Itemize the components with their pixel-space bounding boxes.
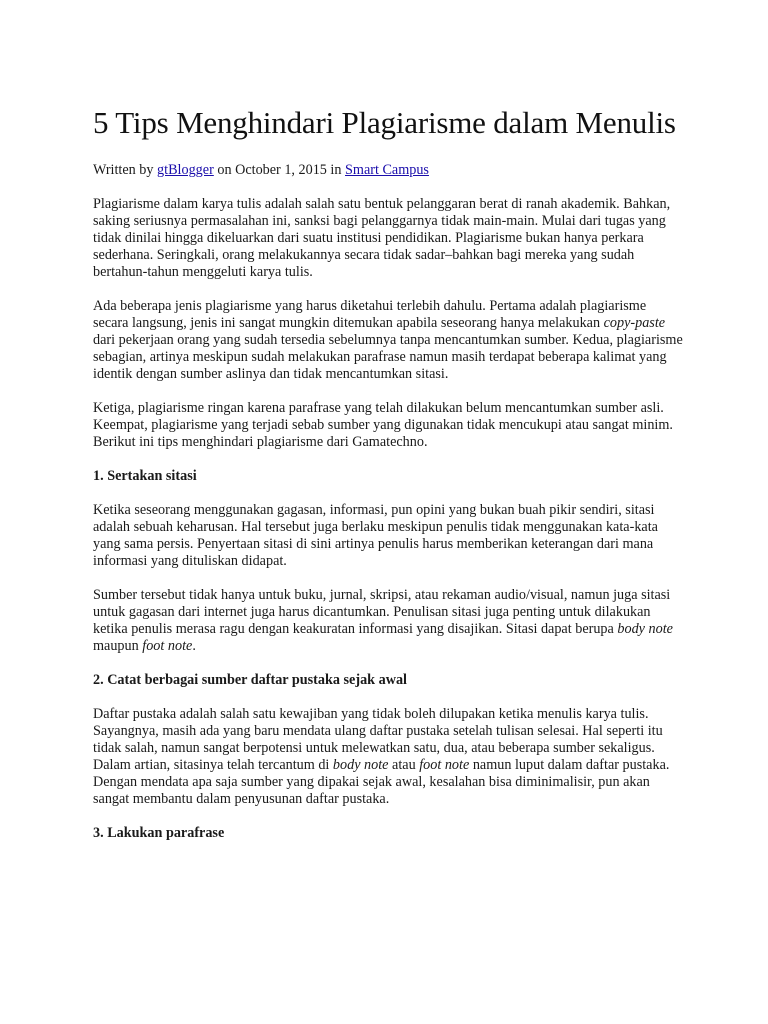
article [93, 104, 683, 859]
emphasis-text: body note [332, 757, 389, 773]
paragraph-intro: Plagiarisme dalam karya tulis adalah salah satu bentuk pelanggaran berat di ranah akademik. Bahkan, saking seriusnya permasalahan ini, sanksi bagi pelanggarnya tidak main-main. Mulai dari tugas yang tidak dinilai hingga dikeluarkan dari suatu institusi pendidikan. Plagiarisme bukan hanya perkara sederhana. Seringkali, orang melakukannya secara tidak sadar–bahkan bagi mereka yang sudah bertahun-tahun menggeluti karya tulis. [93, 196, 671, 280]
paragraph-tip-1b [93, 587, 683, 655]
emphasis-text: copy-paste [603, 315, 666, 331]
text-span: atau [388, 757, 420, 773]
text-span: dari pekerjaan orang yang sudah tersedia sebelumnya tanpa mencantumkan sumber. Kedua, plagiarisme sebagian, artinya meskipun sudah melakukan parafrase namun masih terdapat beberapa kalimat yang identik dengan sumber aslinya dan tidak mencantumkan sitasi. [93, 332, 683, 382]
text-span: Sumber tersebut tidak hanya untuk buku, jurnal, skripsi, atau rekaman audio/visual, namun juga sitasi untuk gagasan dari internet juga harus dicantumkan. Penulisan sitasi juga penting untuk dilakukan ketika penulis merasa ragu dengan keakuratan informasi yang disajikan. Sitasi dapat berupa [93, 587, 671, 637]
text-span: Ada beberapa jenis plagiarisme yang harus diketahui terlebih dahulu. Pertama adalah plagiarisme secara langsung, jenis ini sangat mungkin ditemukan apabila seseorang hanya melakukan [93, 298, 647, 331]
article-title: 5 Tips Menghindari Plagiarisme dalam Menulis [93, 105, 676, 140]
paragraph-tip-1a: Ketika seseorang menggunakan gagasan, informasi, pun opini yang bukan buah pikir sendiri, sitasi adalah sebuah keharusan. Hal tersebut juga berlaku meskipun penulis tidak menggunakan kata-kata yang sama persis. Penyertaan sitasi di sini artinya penulis harus memberikan keterangan dari mana informasi yang dituliskan didapat. [93, 502, 658, 569]
heading-tip-2: 2. Catat berbagai sumber daftar pustaka sejak awal [93, 672, 407, 688]
article-meta [93, 162, 683, 179]
meta-date: on October 1, 2015 in [213, 162, 346, 178]
emphasis-text: foot note [419, 757, 470, 773]
author-link[interactable]: gtBlogger [157, 162, 214, 178]
text-span: Daftar pustaka adalah salah satu kewajiban yang tidak boleh dilupakan ketika menulis karya tulis. Sayangnya, masih ada yang baru mendata ulang daftar pustaka setelah tulisan selesai. Hal seperti itu tidak salah, namun sangat berpotensi untuk melewatkan satu, dua, atau beberapa sumber sekaligus. Dalam artian, sitasinya telah tercantum di [93, 706, 663, 773]
text-span: namun luput dalam daftar pustaka. Dengan mendata apa saja sumber yang dipakai sejak awal, kesalahan bisa diminimalisir, pun akan sangat membantu dalam penyusunan daftar pustaka. [93, 757, 670, 807]
category-link[interactable]: Smart Campus [345, 162, 429, 178]
paragraph-types [93, 298, 683, 383]
heading-tip-1: 1. Sertakan sitasi [93, 468, 197, 484]
heading-tip-3: 3. Lakukan parafrase [93, 825, 225, 841]
paragraph-types-cont: Ketiga, plagiarisme ringan karena parafrase yang telah dilakukan belum mencantumkan sumber asli. Keempat, plagiarisme yang terjadi sebab sumber yang digunakan tidak mencukupi atau sangat minim. Berikut ini tips menghindari plagiarisme dari Gamatechno. [93, 400, 673, 450]
text-span: . [192, 638, 196, 654]
emphasis-text: foot note [142, 638, 193, 654]
text-span: maupun [93, 638, 143, 654]
meta-written-by: Written by [93, 162, 158, 178]
paragraph-tip-2 [93, 706, 683, 808]
emphasis-text: body note [617, 621, 673, 637]
